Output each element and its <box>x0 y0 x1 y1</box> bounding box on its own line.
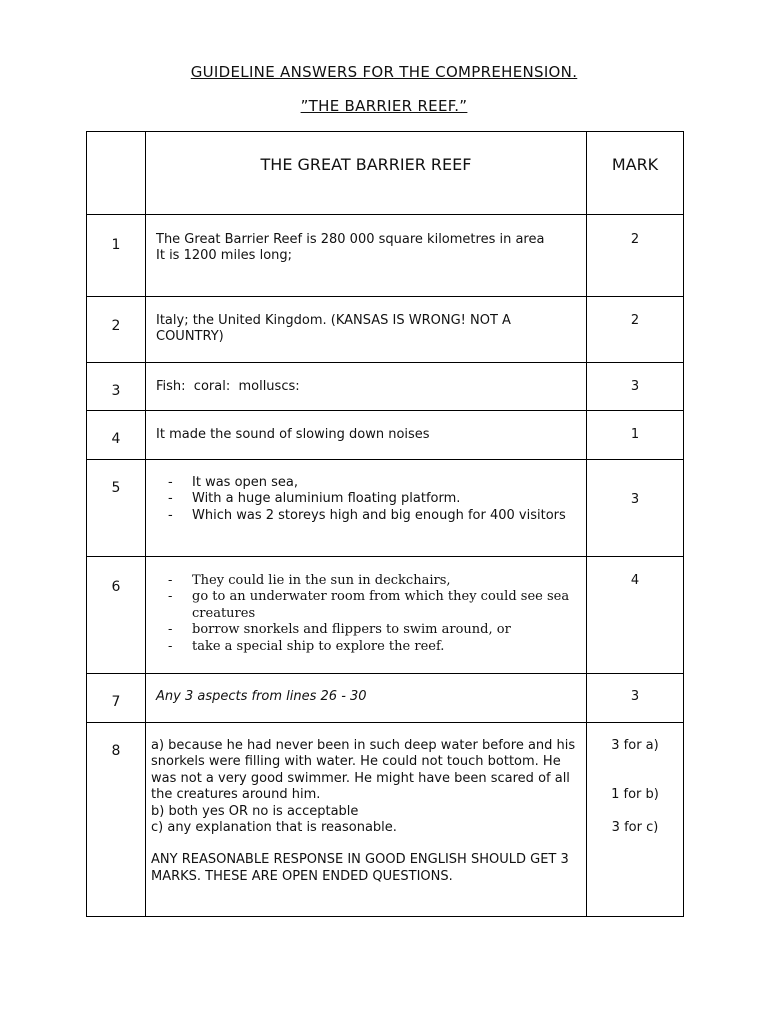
table-row <box>87 460 684 557</box>
question-number: 4 <box>87 411 146 460</box>
marking-note: ANY REASONABLE RESPONSE IN GOOD ENGLISH SHOULD GET 3 MARKS. THESE ARE OPEN ENDED QUESTIONS. <box>151 852 569 884</box>
mark-spacer <box>587 804 683 820</box>
mark-value: 3 <box>587 363 684 411</box>
question-number: 5 <box>87 460 146 557</box>
answer-list-cell <box>146 557 587 674</box>
list-item: - Which was 2 storeys high and big enough for 400 visitors <box>168 508 580 524</box>
table-row <box>87 363 684 411</box>
list-item: - With a huge aluminium floating platform. <box>168 491 580 507</box>
question-number: 7 <box>87 674 146 723</box>
answer-text: Any 3 aspects from lines 26 - 30 <box>146 674 587 723</box>
mark-value: 3 <box>587 460 684 557</box>
table-header-row <box>87 132 684 215</box>
answer-text: a) because he had never been in such deep water before and his snorkels were filling with water. He could not touch bottom. He was not a very good swimmer. He might have been scared of all the creatures around him. b) both yes OR no is acceptable c) any explanation that is reasonable. <box>151 738 576 836</box>
answer-list <box>150 573 580 655</box>
answer-list-cell <box>146 460 587 557</box>
list-item: - go to an underwater room from which they could see sea creatures <box>168 589 580 622</box>
mark-value: 2 <box>587 297 684 363</box>
table-row <box>87 674 684 723</box>
list-item: - They could lie in the sun in deckchairs, <box>168 573 580 589</box>
table-row <box>87 411 684 460</box>
mark-value: 3 for c) <box>611 819 659 835</box>
header-number-cell <box>87 132 146 215</box>
mark-value: 1 <box>587 411 684 460</box>
document-subtitle: ”THE BARRIER REEF.” <box>300 97 468 115</box>
mark-spacer <box>587 771 683 787</box>
list-item: - It was open sea, <box>168 475 580 491</box>
question-number: 1 <box>87 215 146 297</box>
header-mark-cell: MARK <box>587 132 684 215</box>
document-title: GUIDELINE ANSWERS FOR THE COMPREHENSION. <box>190 63 578 81</box>
mark-value: 2 <box>587 215 684 297</box>
question-number: 3 <box>87 363 146 411</box>
list-item: - take a special ship to explore the reef. <box>168 639 580 655</box>
answer-text: Italy; the United Kingdom. (KANSAS IS WRONG! NOT A COUNTRY) <box>146 297 587 363</box>
answer-text-cell <box>146 723 587 917</box>
mark-value: 3 <box>587 674 684 723</box>
question-number: 8 <box>87 723 146 917</box>
table-row <box>87 297 684 363</box>
answer-text: The Great Barrier Reef is 280 000 square kilometres in area It is 1200 miles long; <box>146 215 587 297</box>
answer-text: Fish: coral: molluscs: <box>146 363 587 411</box>
mark-value: 4 <box>587 557 684 674</box>
header-title-cell: THE GREAT BARRIER REEF <box>146 132 587 215</box>
mark-breakdown <box>587 723 684 917</box>
answers-table <box>86 131 684 917</box>
table-row <box>87 215 684 297</box>
answer-list <box>150 475 580 524</box>
table-row <box>87 723 684 917</box>
answer-text: It made the sound of slowing down noises <box>146 411 587 460</box>
mark-value: 1 for b) <box>611 787 659 803</box>
table-row <box>87 557 684 674</box>
question-number: 6 <box>87 557 146 674</box>
list-item: - borrow snorkels and flippers to swim around, or <box>168 622 580 638</box>
question-number: 2 <box>87 297 146 363</box>
mark-spacer <box>587 754 683 770</box>
mark-value: 3 for a) <box>611 738 659 753</box>
